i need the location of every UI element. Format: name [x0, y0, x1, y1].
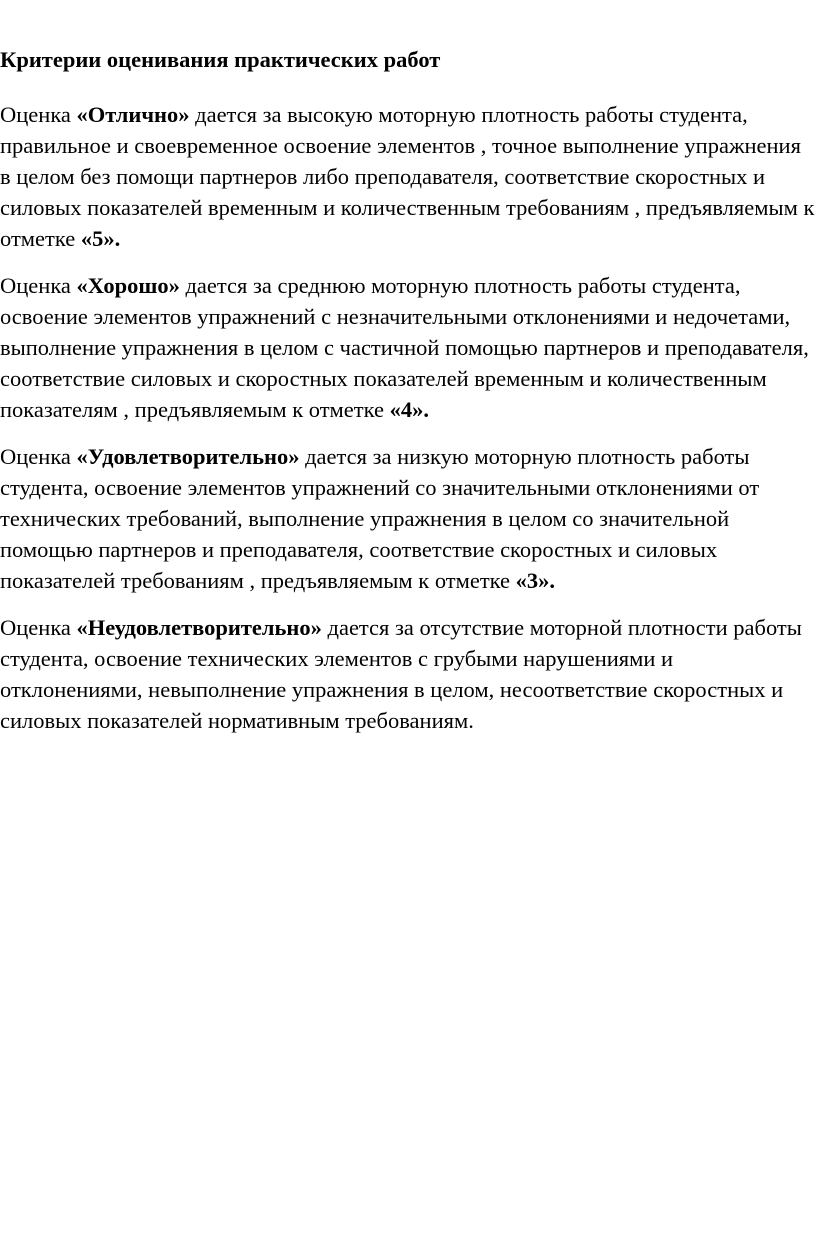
grade-label: «Неудовлетворительно» [76, 615, 322, 640]
paragraph-text: дается за отсутствие моторной плотности работы студента, освоение технических элементов с грубыми нарушениями и отклонениями, невыполнение упражнения в целом, несоответствие скоростных и силовых показателей нормативным требованиям. [0, 615, 802, 733]
paragraph-lead: Оценка [0, 444, 77, 469]
paragraph-excellent [0, 99, 816, 254]
grade-label: «Хорошо» [76, 273, 180, 298]
paragraph-good [0, 270, 816, 425]
paragraph-satisfactory [0, 441, 816, 596]
paragraph-text: дается за среднюю моторную плотность работы студента, освоение элементов упражнений с незначительными отклонениями и недочетами, выполнение упражнения в целом с частичной помощью партнеров и преподавателя, соответствие силовых и скоростных показателей временным и количественным показателям , предъявляемым к отметке [0, 273, 809, 422]
document-page [0, 40, 816, 752]
paragraph-lead: Оценка [0, 102, 77, 127]
paragraph-unsatisfactory [0, 612, 816, 736]
document-title: Критерии оценивания практических работ [0, 47, 441, 72]
paragraph-text: дается за низкую моторную плотность работы студента, освоение элементов упражнений со значительными отклонениями от технических требований, выполнение упражнения в целом со значительной помощью партнеров и преподавателя, соответствие скоростных и силовых показателей требованиям , предъявляемым к отметке [0, 444, 760, 593]
paragraph-text: дается за высокую моторную плотность работы студента, правильное и своевременное освоение элементов , точное выполнение упражнения в целом без помощи партнеров либо преподавателя, соответствие скоростных и силовых показателей временным и количественным требованиям , предъявляемым к отметке [0, 102, 815, 251]
paragraph-lead: Оценка [0, 615, 77, 640]
grade-mark: «4». [389, 397, 429, 422]
grade-label: «Удовлетворительно» [76, 444, 300, 469]
paragraph-lead: Оценка [0, 273, 77, 298]
grade-mark: «5». [80, 226, 121, 251]
grade-label: «Отлично» [76, 102, 190, 127]
grade-mark: «3». [515, 568, 556, 593]
